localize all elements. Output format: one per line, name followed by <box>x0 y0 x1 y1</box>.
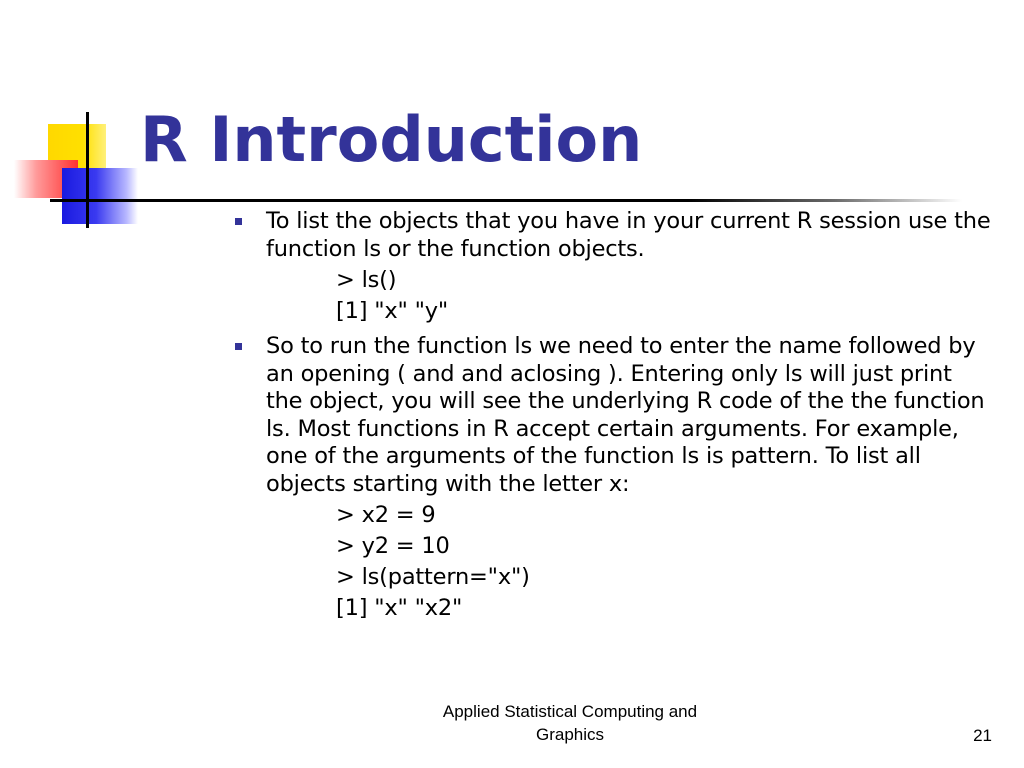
footer-text <box>400 700 740 746</box>
title-underline <box>50 199 962 202</box>
square-bullet-icon <box>235 343 242 350</box>
bullet-text: So to run the function ls we need to enter the name followed by an opening ( and and aclosing ). Entering only ls will just print the object, you will see the underlying R code of the the function ls. Most functions in R accept certain arguments. For example, one of the arguments of the function ls is pattern. To list all objects starting with the letter x: <box>266 333 985 497</box>
vertical-rule <box>86 112 89 228</box>
code-line: [1] "x" "x2" <box>336 595 463 621</box>
bullet-text: To list the objects that you have in your current R session use the function ls or the function objects. <box>266 208 991 262</box>
code-line: > ls(pattern="x") <box>336 564 530 590</box>
footer-line: Graphics <box>535 725 605 744</box>
code-line: > x2 = 9 <box>336 502 436 528</box>
footer-line: Applied Statistical Computing and <box>442 702 698 721</box>
slide-body <box>232 208 992 622</box>
bullet-item <box>232 208 992 263</box>
page-number: 21 <box>973 726 992 745</box>
square-bullet-icon <box>235 218 242 225</box>
blue-square <box>62 168 138 224</box>
code-line: [1] "x" "y" <box>336 298 449 324</box>
bullet-item <box>232 333 992 498</box>
slide-title: R Introduction <box>140 103 643 176</box>
code-line: > y2 = 10 <box>336 533 450 559</box>
code-line: > ls() <box>336 267 397 293</box>
